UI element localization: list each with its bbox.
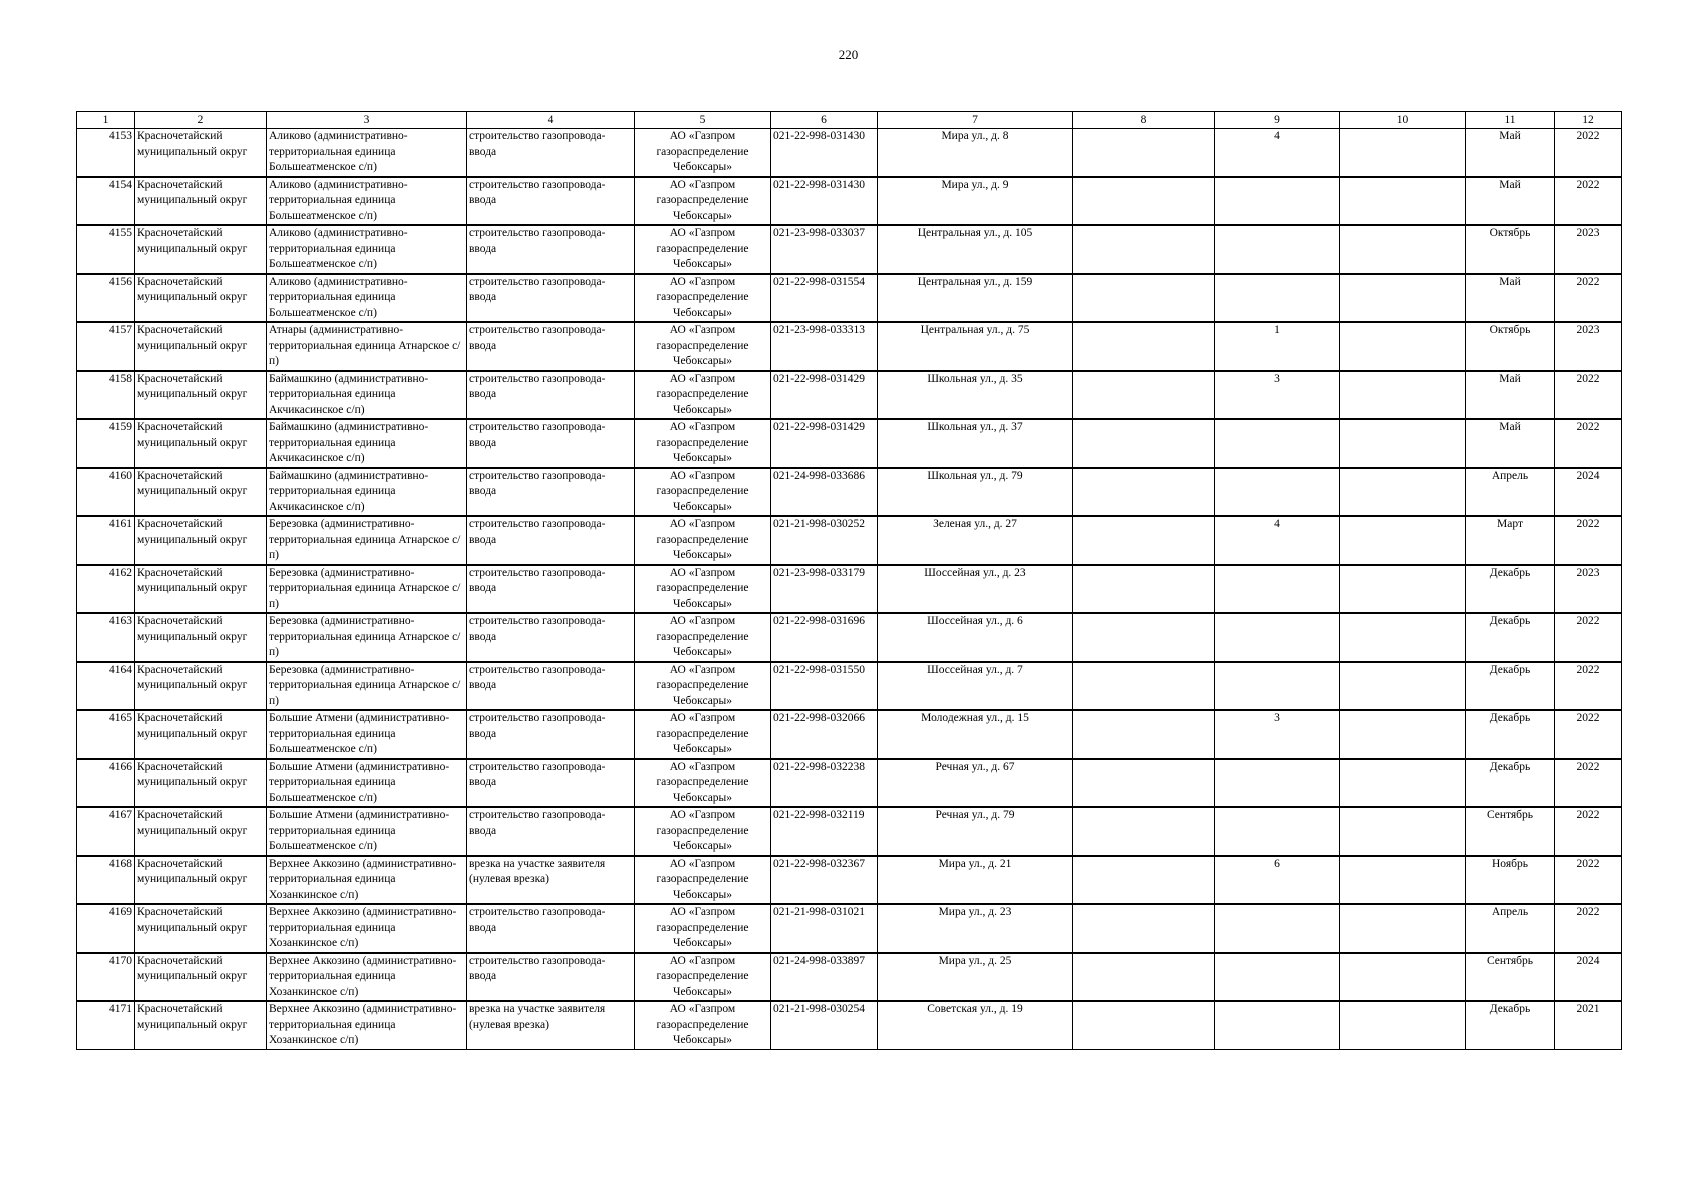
- column-9-cell: [1215, 1001, 1340, 1049]
- settlement-cell: Верхнее Аккозино (административно-территориальная единица Хозанкинское с/п): [267, 1001, 467, 1049]
- settlement-cell: Аликово (административно-территориальная единица Большеатменское с/п): [267, 177, 467, 226]
- settlement-cell: Верхнее Аккозино (административно-территориальная единица Хозанкинское с/п): [267, 904, 467, 953]
- work-type-cell: врезка на участке заявителя (нулевая врезка): [467, 1001, 635, 1049]
- application-code-cell: 021-23-998-033037: [771, 225, 878, 274]
- year-cell: 2022: [1555, 710, 1622, 759]
- row-number: 4155: [77, 225, 135, 274]
- year-cell: 2022: [1555, 177, 1622, 226]
- year-cell: 2022: [1555, 129, 1622, 177]
- address-cell: Школьная ул., д. 35: [878, 371, 1073, 420]
- settlement-cell: Атнары (административно-территориальная единица Атнарское с/п): [267, 322, 467, 371]
- row-number: 4159: [77, 419, 135, 468]
- year-cell: 2024: [1555, 953, 1622, 1002]
- column-8-cell: [1073, 904, 1215, 953]
- column-header-11: 11: [1466, 112, 1555, 129]
- organization-cell: АО «Газпром газораспределение Чебоксары»: [635, 371, 771, 420]
- month-cell: Май: [1466, 419, 1555, 468]
- organization-cell: АО «Газпром газораспределение Чебоксары»: [635, 516, 771, 565]
- district-cell: Красночетайский муниципальный округ: [135, 807, 267, 856]
- column-10-cell: [1340, 759, 1466, 808]
- column-9-cell: 3: [1215, 371, 1340, 420]
- table-row: [77, 856, 1622, 905]
- district-cell: Красночетайский муниципальный округ: [135, 759, 267, 808]
- organization-cell: АО «Газпром газораспределение Чебоксары»: [635, 274, 771, 323]
- district-cell: Красночетайский муниципальный округ: [135, 419, 267, 468]
- address-cell: Центральная ул., д. 75: [878, 322, 1073, 371]
- column-9-cell: [1215, 613, 1340, 662]
- table-row: [77, 662, 1622, 711]
- application-code-cell: 021-22-998-032367: [771, 856, 878, 905]
- settlement-cell: Аликово (административно-территориальная единица Большеатменское с/п): [267, 225, 467, 274]
- district-cell: Красночетайский муниципальный округ: [135, 613, 267, 662]
- column-9-cell: [1215, 419, 1340, 468]
- month-cell: Ноябрь: [1466, 856, 1555, 905]
- settlement-cell: Баймашкино (административно-территориальная единица Акчикасинское с/п): [267, 419, 467, 468]
- settlement-cell: Баймашкино (административно-территориальная единица Акчикасинское с/п): [267, 371, 467, 420]
- organization-cell: АО «Газпром газораспределение Чебоксары»: [635, 177, 771, 226]
- column-9-cell: [1215, 953, 1340, 1002]
- year-cell: 2022: [1555, 419, 1622, 468]
- header-row: [77, 112, 1622, 129]
- work-type-cell: строительство газопровода-ввода: [467, 322, 635, 371]
- column-8-cell: [1073, 419, 1215, 468]
- column-9-cell: [1215, 225, 1340, 274]
- address-cell: Зеленая ул., д. 27: [878, 516, 1073, 565]
- column-header-6: 6: [771, 112, 878, 129]
- table-row: [77, 904, 1622, 953]
- work-type-cell: строительство газопровода-ввода: [467, 953, 635, 1002]
- work-type-cell: строительство газопровода-ввода: [467, 613, 635, 662]
- column-9-cell: [1215, 177, 1340, 226]
- application-code-cell: 021-22-998-031430: [771, 177, 878, 226]
- column-10-cell: [1340, 129, 1466, 177]
- column-10-cell: [1340, 516, 1466, 565]
- address-cell: Речная ул., д. 67: [878, 759, 1073, 808]
- row-number: 4158: [77, 371, 135, 420]
- year-cell: 2022: [1555, 759, 1622, 808]
- application-code-cell: 021-21-998-030254: [771, 1001, 878, 1049]
- address-cell: Мира ул., д. 21: [878, 856, 1073, 905]
- column-header-5: 5: [635, 112, 771, 129]
- address-cell: Советская ул., д. 19: [878, 1001, 1073, 1049]
- application-code-cell: 021-21-998-030252: [771, 516, 878, 565]
- column-9-cell: [1215, 904, 1340, 953]
- organization-cell: АО «Газпром газораспределение Чебоксары»: [635, 662, 771, 711]
- application-code-cell: 021-23-998-033179: [771, 565, 878, 614]
- application-code-cell: 021-22-998-031550: [771, 662, 878, 711]
- work-type-cell: врезка на участке заявителя (нулевая врезка): [467, 856, 635, 905]
- table-row: [77, 1001, 1622, 1049]
- month-cell: Декабрь: [1466, 710, 1555, 759]
- column-10-cell: [1340, 953, 1466, 1002]
- year-cell: 2022: [1555, 662, 1622, 711]
- column-header-2: 2: [135, 112, 267, 129]
- application-code-cell: 021-22-998-031429: [771, 419, 878, 468]
- work-type-cell: строительство газопровода-ввода: [467, 468, 635, 517]
- work-type-cell: строительство газопровода-ввода: [467, 129, 635, 177]
- column-10-cell: [1340, 710, 1466, 759]
- year-cell: 2021: [1555, 1001, 1622, 1049]
- column-9-cell: 3: [1215, 710, 1340, 759]
- column-8-cell: [1073, 613, 1215, 662]
- organization-cell: АО «Газпром газораспределение Чебоксары»: [635, 710, 771, 759]
- column-9-cell: [1215, 468, 1340, 517]
- year-cell: 2023: [1555, 322, 1622, 371]
- column-9-cell: 6: [1215, 856, 1340, 905]
- district-cell: Красночетайский муниципальный округ: [135, 662, 267, 711]
- column-10-cell: [1340, 225, 1466, 274]
- row-number: 4154: [77, 177, 135, 226]
- column-8-cell: [1073, 1001, 1215, 1049]
- settlement-cell: Верхнее Аккозино (административно-территориальная единица Хозанкинское с/п): [267, 953, 467, 1002]
- month-cell: Апрель: [1466, 468, 1555, 517]
- work-type-cell: строительство газопровода-ввода: [467, 904, 635, 953]
- column-header-4: 4: [467, 112, 635, 129]
- year-cell: 2022: [1555, 516, 1622, 565]
- row-number: 4156: [77, 274, 135, 323]
- month-cell: Декабрь: [1466, 759, 1555, 808]
- work-type-cell: строительство газопровода-ввода: [467, 177, 635, 226]
- organization-cell: АО «Газпром газораспределение Чебоксары»: [635, 904, 771, 953]
- table-row: [77, 129, 1622, 177]
- address-cell: Школьная ул., д. 37: [878, 419, 1073, 468]
- column-9-cell: 4: [1215, 129, 1340, 177]
- application-code-cell: 021-21-998-031021: [771, 904, 878, 953]
- row-number: 4157: [77, 322, 135, 371]
- organization-cell: АО «Газпром газораспределение Чебоксары»: [635, 807, 771, 856]
- table-row: [77, 371, 1622, 420]
- address-cell: Шоссейная ул., д. 23: [878, 565, 1073, 614]
- year-cell: 2022: [1555, 371, 1622, 420]
- year-cell: 2022: [1555, 904, 1622, 953]
- year-cell: 2024: [1555, 468, 1622, 517]
- column-10-cell: [1340, 1001, 1466, 1049]
- table-row: [77, 613, 1622, 662]
- table-row: [77, 419, 1622, 468]
- column-8-cell: [1073, 274, 1215, 323]
- settlement-cell: Березовка (административно-территориальная единица Атнарское с/п): [267, 516, 467, 565]
- district-cell: Красночетайский муниципальный округ: [135, 710, 267, 759]
- column-header-12: 12: [1555, 112, 1622, 129]
- organization-cell: АО «Газпром газораспределение Чебоксары»: [635, 953, 771, 1002]
- column-10-cell: [1340, 904, 1466, 953]
- organization-cell: АО «Газпром газораспределение Чебоксары»: [635, 419, 771, 468]
- settlement-cell: Баймашкино (административно-территориальная единица Акчикасинское с/п): [267, 468, 467, 517]
- work-type-cell: строительство газопровода-ввода: [467, 225, 635, 274]
- work-type-cell: строительство газопровода-ввода: [467, 419, 635, 468]
- district-cell: Красночетайский муниципальный округ: [135, 274, 267, 323]
- address-cell: Молодежная ул., д. 15: [878, 710, 1073, 759]
- address-cell: Школьная ул., д. 79: [878, 468, 1073, 517]
- settlement-cell: Березовка (административно-территориальная единица Атнарское с/п): [267, 613, 467, 662]
- month-cell: Май: [1466, 177, 1555, 226]
- work-type-cell: строительство газопровода-ввода: [467, 274, 635, 323]
- row-number: 4160: [77, 468, 135, 517]
- column-8-cell: [1073, 662, 1215, 711]
- organization-cell: АО «Газпром газораспределение Чебоксары»: [635, 856, 771, 905]
- district-cell: Красночетайский муниципальный округ: [135, 177, 267, 226]
- column-10-cell: [1340, 177, 1466, 226]
- column-10-cell: [1340, 662, 1466, 711]
- column-8-cell: [1073, 516, 1215, 565]
- row-number: 4170: [77, 953, 135, 1002]
- column-9-cell: [1215, 662, 1340, 711]
- district-cell: Красночетайский муниципальный округ: [135, 904, 267, 953]
- column-8-cell: [1073, 129, 1215, 177]
- organization-cell: АО «Газпром газораспределение Чебоксары»: [635, 322, 771, 371]
- application-code-cell: 021-22-998-032119: [771, 807, 878, 856]
- address-cell: Центральная ул., д. 159: [878, 274, 1073, 323]
- column-8-cell: [1073, 177, 1215, 226]
- month-cell: Май: [1466, 129, 1555, 177]
- page-number: 220: [838, 47, 859, 62]
- column-header-7: 7: [878, 112, 1073, 129]
- column-10-cell: [1340, 274, 1466, 323]
- settlement-cell: Большие Атмени (административно-территориальная единица Большеатменское с/п): [267, 759, 467, 808]
- settlement-cell: Большие Атмени (административно-территориальная единица Большеатменское с/п): [267, 807, 467, 856]
- district-cell: Красночетайский муниципальный округ: [135, 516, 267, 565]
- table-body: [77, 129, 1622, 1050]
- settlement-cell: Березовка (административно-территориальная единица Атнарское с/п): [267, 565, 467, 614]
- settlement-cell: Верхнее Аккозино (административно-территориальная единица Хозанкинское с/п): [267, 856, 467, 905]
- work-type-cell: строительство газопровода-ввода: [467, 371, 635, 420]
- row-number: 4162: [77, 565, 135, 614]
- month-cell: Апрель: [1466, 904, 1555, 953]
- month-cell: Сентябрь: [1466, 953, 1555, 1002]
- row-number: 4163: [77, 613, 135, 662]
- district-cell: Красночетайский муниципальный округ: [135, 1001, 267, 1049]
- table-row: [77, 516, 1622, 565]
- column-header-9: 9: [1215, 112, 1340, 129]
- column-10-cell: [1340, 807, 1466, 856]
- row-number: 4161: [77, 516, 135, 565]
- column-10-cell: [1340, 371, 1466, 420]
- column-10-cell: [1340, 565, 1466, 614]
- column-8-cell: [1073, 468, 1215, 517]
- month-cell: Сентябрь: [1466, 807, 1555, 856]
- month-cell: Декабрь: [1466, 1001, 1555, 1049]
- column-10-cell: [1340, 468, 1466, 517]
- column-10-cell: [1340, 613, 1466, 662]
- work-type-cell: строительство газопровода-ввода: [467, 662, 635, 711]
- column-header-10: 10: [1340, 112, 1466, 129]
- column-8-cell: [1073, 565, 1215, 614]
- work-type-cell: строительство газопровода-ввода: [467, 565, 635, 614]
- work-type-cell: строительство газопровода-ввода: [467, 807, 635, 856]
- organization-cell: АО «Газпром газораспределение Чебоксары»: [635, 1001, 771, 1049]
- month-cell: Март: [1466, 516, 1555, 565]
- year-cell: 2022: [1555, 274, 1622, 323]
- settlement-cell: Аликово (административно-территориальная единица Большеатменское с/п): [267, 274, 467, 323]
- month-cell: Декабрь: [1466, 662, 1555, 711]
- column-10-cell: [1340, 856, 1466, 905]
- row-number: 4165: [77, 710, 135, 759]
- column-header-1: 1: [77, 112, 135, 129]
- application-code-cell: 021-23-998-033313: [771, 322, 878, 371]
- district-cell: Красночетайский муниципальный округ: [135, 953, 267, 1002]
- address-cell: Мира ул., д. 9: [878, 177, 1073, 226]
- address-cell: Шоссейная ул., д. 6: [878, 613, 1073, 662]
- column-10-cell: [1340, 322, 1466, 371]
- address-cell: Мира ул., д. 25: [878, 953, 1073, 1002]
- column-8-cell: [1073, 856, 1215, 905]
- column-10-cell: [1340, 419, 1466, 468]
- district-cell: Красночетайский муниципальный округ: [135, 856, 267, 905]
- row-number: 4166: [77, 759, 135, 808]
- row-number: 4171: [77, 1001, 135, 1049]
- work-type-cell: строительство газопровода-ввода: [467, 759, 635, 808]
- organization-cell: АО «Газпром газораспределение Чебоксары»: [635, 225, 771, 274]
- application-code-cell: 021-22-998-032238: [771, 759, 878, 808]
- column-8-cell: [1073, 953, 1215, 1002]
- district-cell: Красночетайский муниципальный округ: [135, 322, 267, 371]
- address-cell: Центральная ул., д. 105: [878, 225, 1073, 274]
- row-number: 4167: [77, 807, 135, 856]
- column-9-cell: 1: [1215, 322, 1340, 371]
- column-9-cell: [1215, 565, 1340, 614]
- organization-cell: АО «Газпром газораспределение Чебоксары»: [635, 613, 771, 662]
- column-8-cell: [1073, 225, 1215, 274]
- work-type-cell: строительство газопровода-ввода: [467, 516, 635, 565]
- month-cell: Май: [1466, 274, 1555, 323]
- row-number: 4153: [77, 129, 135, 177]
- district-cell: Красночетайский муниципальный округ: [135, 468, 267, 517]
- table-row: [77, 177, 1622, 226]
- district-cell: Красночетайский муниципальный округ: [135, 225, 267, 274]
- column-9-cell: [1215, 759, 1340, 808]
- column-8-cell: [1073, 322, 1215, 371]
- table-row: [77, 565, 1622, 614]
- table-row: [77, 322, 1622, 371]
- application-code-cell: 021-22-998-031554: [771, 274, 878, 323]
- column-9-cell: [1215, 274, 1340, 323]
- application-code-cell: 021-22-998-031430: [771, 129, 878, 177]
- column-8-cell: [1073, 759, 1215, 808]
- application-code-cell: 021-22-998-031429: [771, 371, 878, 420]
- year-cell: 2022: [1555, 807, 1622, 856]
- table-row: [77, 225, 1622, 274]
- table-row: [77, 710, 1622, 759]
- month-cell: Декабрь: [1466, 565, 1555, 614]
- application-code-cell: 021-24-998-033686: [771, 468, 878, 517]
- year-cell: 2022: [1555, 856, 1622, 905]
- application-code-cell: 021-24-998-033897: [771, 953, 878, 1002]
- column-header-3: 3: [267, 112, 467, 129]
- district-cell: Красночетайский муниципальный округ: [135, 371, 267, 420]
- application-code-cell: 021-22-998-032066: [771, 710, 878, 759]
- address-cell: Мира ул., д. 8: [878, 129, 1073, 177]
- settlement-cell: Аликово (административно-территориальная единица Большеатменское с/п): [267, 129, 467, 177]
- table-row: [77, 807, 1622, 856]
- column-8-cell: [1073, 710, 1215, 759]
- district-cell: Красночетайский муниципальный округ: [135, 565, 267, 614]
- address-cell: Речная ул., д. 79: [878, 807, 1073, 856]
- year-cell: 2022: [1555, 613, 1622, 662]
- organization-cell: АО «Газпром газораспределение Чебоксары»: [635, 468, 771, 517]
- year-cell: 2023: [1555, 565, 1622, 614]
- month-cell: Май: [1466, 371, 1555, 420]
- organization-cell: АО «Газпром газораспределение Чебоксары»: [635, 129, 771, 177]
- row-number: 4169: [77, 904, 135, 953]
- table-row: [77, 468, 1622, 517]
- row-number: 4168: [77, 856, 135, 905]
- organization-cell: АО «Газпром газораспределение Чебоксары»: [635, 759, 771, 808]
- table-row: [77, 274, 1622, 323]
- column-9-cell: [1215, 807, 1340, 856]
- column-header-8: 8: [1073, 112, 1215, 129]
- month-cell: Октябрь: [1466, 322, 1555, 371]
- year-cell: 2023: [1555, 225, 1622, 274]
- month-cell: Октябрь: [1466, 225, 1555, 274]
- table-row: [77, 953, 1622, 1002]
- column-9-cell: 4: [1215, 516, 1340, 565]
- application-code-cell: 021-22-998-031696: [771, 613, 878, 662]
- table-row: [77, 759, 1622, 808]
- organization-cell: АО «Газпром газораспределение Чебоксары»: [635, 565, 771, 614]
- data-table: [76, 111, 1622, 1050]
- settlement-cell: Большие Атмени (административно-территориальная единица Большеатменское с/п): [267, 710, 467, 759]
- month-cell: Декабрь: [1466, 613, 1555, 662]
- work-type-cell: строительство газопровода-ввода: [467, 710, 635, 759]
- settlement-cell: Березовка (административно-территориальная единица Атнарское с/п): [267, 662, 467, 711]
- district-cell: Красночетайский муниципальный округ: [135, 129, 267, 177]
- address-cell: Мира ул., д. 23: [878, 904, 1073, 953]
- column-8-cell: [1073, 371, 1215, 420]
- column-8-cell: [1073, 807, 1215, 856]
- row-number: 4164: [77, 662, 135, 711]
- address-cell: Шоссейная ул., д. 7: [878, 662, 1073, 711]
